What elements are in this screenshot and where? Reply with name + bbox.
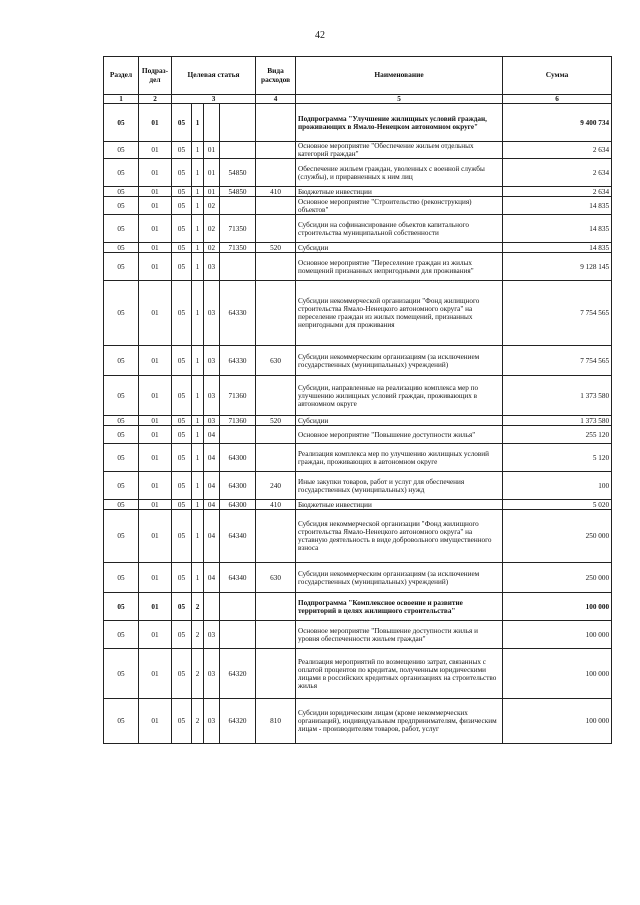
vid-cell [256, 376, 296, 416]
razdel-cell: 05 [104, 243, 139, 253]
sum-cell: 14 835 [503, 243, 612, 253]
target-part-cell: 05 [172, 593, 192, 621]
name-cell: Субсидия некоммерческой организации "Фонд жилищного строительства Ямало-Ненецкого автономного округа" на уставную деятельность в виде добровольного имущественного взноса [296, 510, 503, 563]
target-part-cell: 64330 [220, 281, 256, 346]
target-part-cell: 1 [192, 187, 204, 197]
sum-cell: 1 373 580 [503, 376, 612, 416]
podrazdel-cell: 01 [139, 197, 172, 215]
vid-cell: 520 [256, 416, 296, 426]
vid-cell [256, 159, 296, 187]
column-number-row [104, 95, 612, 104]
col-number: 5 [296, 95, 503, 104]
name-cell: Субсидии [296, 243, 503, 253]
target-part-cell: 05 [172, 243, 192, 253]
razdel-cell: 05 [104, 142, 139, 159]
target-part-cell: 04 [204, 500, 220, 510]
vid-cell: 410 [256, 187, 296, 197]
table-row [104, 197, 612, 215]
name-cell: Подпрограмма "Улучшение жилищных условий граждан, проживающих в Ямало-Ненецком автономном округе" [296, 104, 503, 142]
target-part-cell: 1 [192, 104, 204, 142]
vid-cell [256, 104, 296, 142]
sum-cell: 100 000 [503, 649, 612, 699]
table-row [104, 159, 612, 187]
razdel-cell: 05 [104, 472, 139, 500]
target-part-cell: 05 [172, 104, 192, 142]
target-part-cell: 64320 [220, 649, 256, 699]
target-part-cell: 05 [172, 215, 192, 243]
target-part-cell: 05 [172, 197, 192, 215]
sum-cell: 100 000 [503, 699, 612, 744]
target-part-cell: 1 [192, 510, 204, 563]
target-part-cell: 64340 [220, 510, 256, 563]
target-part-cell: 05 [172, 563, 192, 593]
target-part-cell: 1 [192, 563, 204, 593]
podrazdel-cell: 01 [139, 376, 172, 416]
table-row [104, 699, 612, 744]
target-part-cell: 04 [204, 472, 220, 500]
table-row [104, 593, 612, 621]
target-part-cell: 1 [192, 444, 204, 472]
target-part-cell: 64300 [220, 500, 256, 510]
vid-cell: 520 [256, 243, 296, 253]
col-number: 1 [104, 95, 139, 104]
razdel-cell: 05 [104, 187, 139, 197]
target-part-cell: 1 [192, 142, 204, 159]
target-part-cell: 03 [204, 649, 220, 699]
table-row [104, 426, 612, 444]
target-part-cell: 04 [204, 426, 220, 444]
razdel-cell: 05 [104, 621, 139, 649]
table-row [104, 563, 612, 593]
table-row [104, 142, 612, 159]
sum-cell: 14 835 [503, 197, 612, 215]
target-part-cell [204, 593, 220, 621]
target-part-cell: 71350 [220, 215, 256, 243]
vid-cell [256, 621, 296, 649]
podrazdel-cell: 01 [139, 426, 172, 444]
header-name: Наименование [296, 57, 503, 95]
podrazdel-cell: 01 [139, 215, 172, 243]
page-number: 42 [315, 30, 325, 41]
target-part-cell: 03 [204, 699, 220, 744]
razdel-cell: 05 [104, 444, 139, 472]
name-cell: Основное мероприятие "Повышение доступности жилья" [296, 426, 503, 444]
target-part-cell: 02 [204, 215, 220, 243]
sum-cell: 100 000 [503, 593, 612, 621]
table-row [104, 416, 612, 426]
podrazdel-cell: 01 [139, 281, 172, 346]
col-number: 6 [503, 95, 612, 104]
budget-table [103, 56, 612, 744]
header-target: Целевая статья [172, 57, 256, 95]
name-cell: Обеспечение жильем граждан, уволенных с военной службы (службы), и приравненных к ним лиц [296, 159, 503, 187]
target-part-cell [220, 426, 256, 444]
target-part-cell: 1 [192, 472, 204, 500]
table-row [104, 621, 612, 649]
target-part-cell [220, 104, 256, 142]
target-part-cell: 05 [172, 376, 192, 416]
podrazdel-cell: 01 [139, 649, 172, 699]
vid-cell [256, 444, 296, 472]
table-row [104, 472, 612, 500]
vid-cell: 630 [256, 563, 296, 593]
target-part-cell [204, 104, 220, 142]
target-part-cell: 1 [192, 243, 204, 253]
target-part-cell: 05 [172, 699, 192, 744]
sum-cell: 2 634 [503, 159, 612, 187]
razdel-cell: 05 [104, 159, 139, 187]
name-cell: Субсидии некоммерческой организации "Фонд жилищного строительства Ямало-Ненецкого автономного округа" на переселение граждан из жилых помещений, признанных непригодными для проживания [296, 281, 503, 346]
name-cell: Субсидии юридическим лицам (кроме некоммерческих организаций), индивидуальным предпринимателям, физическим лицам - производителям товаров, работ, услуг [296, 699, 503, 744]
name-cell: Иные закупки товаров, работ и услуг для обеспечения государственных (муниципальных) нужд [296, 472, 503, 500]
vid-cell [256, 215, 296, 243]
razdel-cell: 05 [104, 376, 139, 416]
target-part-cell: 05 [172, 142, 192, 159]
sum-cell: 100 000 [503, 621, 612, 649]
podrazdel-cell: 01 [139, 500, 172, 510]
target-part-cell: 05 [172, 472, 192, 500]
vid-cell [256, 281, 296, 346]
table-row [104, 346, 612, 376]
target-part-cell: 05 [172, 159, 192, 187]
sum-cell: 100 [503, 472, 612, 500]
podrazdel-cell: 01 [139, 346, 172, 376]
vid-cell [256, 142, 296, 159]
target-part-cell: 1 [192, 281, 204, 346]
name-cell: Субсидии некоммерческим организациям (за исключением государственных (муниципальных) учреждений) [296, 563, 503, 593]
target-part-cell: 2 [192, 593, 204, 621]
sum-cell: 9 400 734 [503, 104, 612, 142]
header-razdel: Раздел [104, 57, 139, 95]
vid-cell [256, 593, 296, 621]
target-part-cell: 1 [192, 159, 204, 187]
sum-cell: 1 373 580 [503, 416, 612, 426]
sum-cell: 14 835 [503, 215, 612, 243]
name-cell: Основное мероприятие "Повышение доступности жилья и уровня обеспеченности жильем граждан" [296, 621, 503, 649]
target-part-cell [220, 142, 256, 159]
razdel-cell: 05 [104, 593, 139, 621]
table-row [104, 376, 612, 416]
target-part-cell: 1 [192, 500, 204, 510]
target-part-cell: 04 [204, 510, 220, 563]
target-part-cell: 71350 [220, 243, 256, 253]
razdel-cell: 05 [104, 649, 139, 699]
target-part-cell: 03 [204, 376, 220, 416]
razdel-cell: 05 [104, 699, 139, 744]
target-part-cell: 03 [204, 253, 220, 281]
table-row [104, 187, 612, 197]
target-part-cell: 05 [172, 187, 192, 197]
target-part-cell: 03 [204, 621, 220, 649]
name-cell: Субсидии некоммерческим организациям (за исключением государственных (муниципальных) учреждений) [296, 346, 503, 376]
target-part-cell [220, 621, 256, 649]
sum-cell: 2 634 [503, 187, 612, 197]
sum-cell: 250 000 [503, 563, 612, 593]
target-part-cell: 05 [172, 500, 192, 510]
target-part-cell: 54850 [220, 187, 256, 197]
name-cell: Реализация мероприятий по возмещению затрат, связанных с оплатой процентов по кредитам, полученным юридическими лицами в российских кредитных организациях на строительство жилья [296, 649, 503, 699]
vid-cell: 810 [256, 699, 296, 744]
podrazdel-cell: 01 [139, 104, 172, 142]
name-cell: Основное мероприятие "Строительство (реконструкция) объектов" [296, 197, 503, 215]
name-cell: Основное мероприятие "Обеспечение жильем отдельных категорий граждан" [296, 142, 503, 159]
target-part-cell: 02 [204, 243, 220, 253]
target-part-cell: 64300 [220, 472, 256, 500]
target-part-cell: 05 [172, 444, 192, 472]
target-part-cell: 1 [192, 197, 204, 215]
header-vid: Вида расходов [256, 57, 296, 95]
podrazdel-cell: 01 [139, 472, 172, 500]
table-row [104, 253, 612, 281]
razdel-cell: 05 [104, 197, 139, 215]
table-row [104, 215, 612, 243]
target-part-cell: 1 [192, 376, 204, 416]
name-cell: Реализация комплекса мер по улучшению жилищных условий граждан, проживающих в автономном округе [296, 444, 503, 472]
vid-cell [256, 426, 296, 444]
name-cell: Субсидии, направленные на реализацию комплекса мер по улучшению жилищных условий граждан, проживающих в автономном округе [296, 376, 503, 416]
table-row [104, 243, 612, 253]
target-part-cell: 1 [192, 346, 204, 376]
target-part-cell: 01 [204, 159, 220, 187]
target-part-cell: 05 [172, 253, 192, 281]
target-part-cell: 64320 [220, 699, 256, 744]
target-part-cell: 2 [192, 699, 204, 744]
podrazdel-cell: 01 [139, 593, 172, 621]
target-part-cell [220, 593, 256, 621]
col-number: 4 [256, 95, 296, 104]
razdel-cell: 05 [104, 281, 139, 346]
header-row [104, 57, 612, 95]
podrazdel-cell: 01 [139, 563, 172, 593]
podrazdel-cell: 01 [139, 699, 172, 744]
vid-cell: 630 [256, 346, 296, 376]
target-part-cell: 03 [204, 416, 220, 426]
razdel-cell: 05 [104, 104, 139, 142]
vid-cell: 410 [256, 500, 296, 510]
col-number: 2 [139, 95, 172, 104]
col-number: 3 [172, 95, 256, 104]
name-cell: Субсидии на софинансирование объектов капитального строительства муниципальной собственности [296, 215, 503, 243]
sum-cell: 7 754 565 [503, 346, 612, 376]
sum-cell: 2 634 [503, 142, 612, 159]
table-row [104, 649, 612, 699]
table-row [104, 444, 612, 472]
name-cell: Основное мероприятие "Переселение граждан из жилых помещений признанных непригодными для проживания" [296, 253, 503, 281]
podrazdel-cell: 01 [139, 187, 172, 197]
target-part-cell [220, 253, 256, 281]
podrazdel-cell: 01 [139, 510, 172, 563]
vid-cell: 240 [256, 472, 296, 500]
vid-cell [256, 649, 296, 699]
razdel-cell: 05 [104, 563, 139, 593]
razdel-cell: 05 [104, 510, 139, 563]
vid-cell [256, 197, 296, 215]
target-part-cell: 1 [192, 253, 204, 281]
target-part-cell: 05 [172, 510, 192, 563]
target-part-cell: 05 [172, 281, 192, 346]
razdel-cell: 05 [104, 426, 139, 444]
header-sum: Сумма [503, 57, 612, 95]
target-part-cell: 1 [192, 416, 204, 426]
target-part-cell: 2 [192, 649, 204, 699]
sum-cell: 250 000 [503, 510, 612, 563]
target-part-cell: 04 [204, 444, 220, 472]
podrazdel-cell: 01 [139, 243, 172, 253]
target-part-cell: 03 [204, 281, 220, 346]
name-cell: Бюджетные инвестиции [296, 187, 503, 197]
table-row [104, 500, 612, 510]
podrazdel-cell: 01 [139, 444, 172, 472]
podrazdel-cell: 01 [139, 253, 172, 281]
target-part-cell: 04 [204, 563, 220, 593]
target-part-cell: 05 [172, 649, 192, 699]
target-part-cell [220, 197, 256, 215]
target-part-cell: 05 [172, 346, 192, 376]
podrazdel-cell: 01 [139, 142, 172, 159]
table-row [104, 281, 612, 346]
header-podrazdel: Подраз-дел [139, 57, 172, 95]
target-part-cell: 71360 [220, 416, 256, 426]
target-part-cell: 54850 [220, 159, 256, 187]
target-part-cell: 64300 [220, 444, 256, 472]
target-part-cell: 01 [204, 142, 220, 159]
razdel-cell: 05 [104, 500, 139, 510]
target-part-cell: 71360 [220, 376, 256, 416]
target-part-cell: 05 [172, 621, 192, 649]
sum-cell: 9 128 145 [503, 253, 612, 281]
vid-cell [256, 510, 296, 563]
target-part-cell: 05 [172, 426, 192, 444]
name-cell: Субсидии [296, 416, 503, 426]
sum-cell: 5 120 [503, 444, 612, 472]
target-part-cell: 01 [204, 187, 220, 197]
target-part-cell: 64330 [220, 346, 256, 376]
podrazdel-cell: 01 [139, 621, 172, 649]
target-part-cell: 1 [192, 426, 204, 444]
vid-cell [256, 253, 296, 281]
target-part-cell: 05 [172, 416, 192, 426]
table-body [104, 104, 612, 744]
table-row [104, 510, 612, 563]
razdel-cell: 05 [104, 215, 139, 243]
target-part-cell: 03 [204, 346, 220, 376]
name-cell: Подпрограмма "Комплексное освоение и развитие территорий в целях жилищного строительства" [296, 593, 503, 621]
podrazdel-cell: 01 [139, 416, 172, 426]
sum-cell: 5 020 [503, 500, 612, 510]
podrazdel-cell: 01 [139, 159, 172, 187]
name-cell: Бюджетные инвестиции [296, 500, 503, 510]
target-part-cell: 64340 [220, 563, 256, 593]
sum-cell: 255 120 [503, 426, 612, 444]
target-part-cell: 1 [192, 215, 204, 243]
sum-cell: 7 754 565 [503, 281, 612, 346]
target-part-cell: 2 [192, 621, 204, 649]
razdel-cell: 05 [104, 346, 139, 376]
target-part-cell: 02 [204, 197, 220, 215]
razdel-cell: 05 [104, 416, 139, 426]
razdel-cell: 05 [104, 253, 139, 281]
table-row [104, 104, 612, 142]
